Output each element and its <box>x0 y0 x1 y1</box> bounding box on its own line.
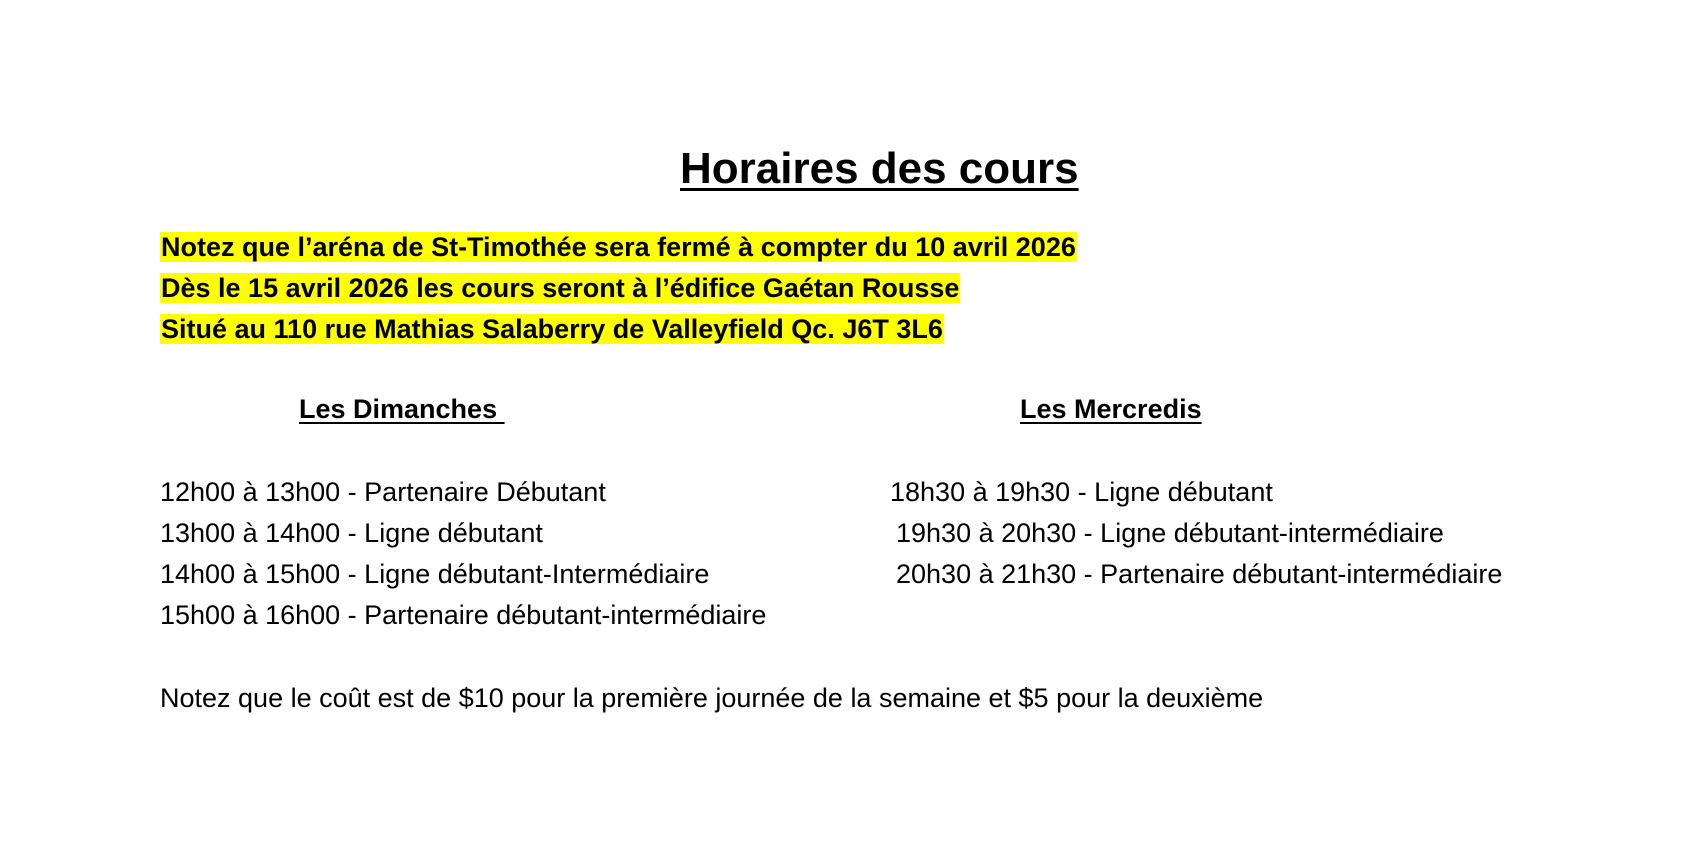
notice-address-text: Situé au 110 rue Mathias Salaberry de Valleyfield Qc. J6T 3L6 <box>161 314 943 344</box>
notice-closure-text: Notez que l’aréna de St-Timothée sera fermé à compter du 10 avril 2026 <box>161 232 1076 262</box>
wednesday-class-1: 18h30 à 19h30 - Ligne débutant <box>890 477 1273 507</box>
sunday-class-1: 12h00 à 13h00 - Partenaire Débutant <box>160 477 606 507</box>
sunday-class-4: 15h00 à 16h00 - Partenaire débutant-intermédiaire <box>160 600 767 630</box>
sunday-class-3: 14h00 à 15h00 - Ligne débutant-Intermédiaire <box>160 559 710 589</box>
sundays-heading: Les Dimanches <box>299 394 505 424</box>
cost-note: Notez que le coût est de $10 pour la première journée de la semaine et $5 pour la deuxième <box>160 683 1264 713</box>
notice-new-location <box>160 268 960 309</box>
notice-closure <box>160 227 1077 268</box>
wednesdays-heading: Les Mercredis <box>1020 394 1202 424</box>
notice-address <box>160 309 944 350</box>
wednesday-class-2: 19h30 à 20h30 - Ligne débutant-intermédiaire <box>896 518 1444 548</box>
sunday-class-2: 13h00 à 14h00 - Ligne débutant <box>160 518 543 548</box>
notice-new-location-text: Dès le 15 avril 2026 les cours seront à l’édifice Gaétan Rousse <box>161 273 960 303</box>
page-title: Horaires des cours <box>680 144 1079 193</box>
wednesday-class-3: 20h30 à 21h30 - Partenaire débutant-intermédiaire <box>896 559 1503 589</box>
